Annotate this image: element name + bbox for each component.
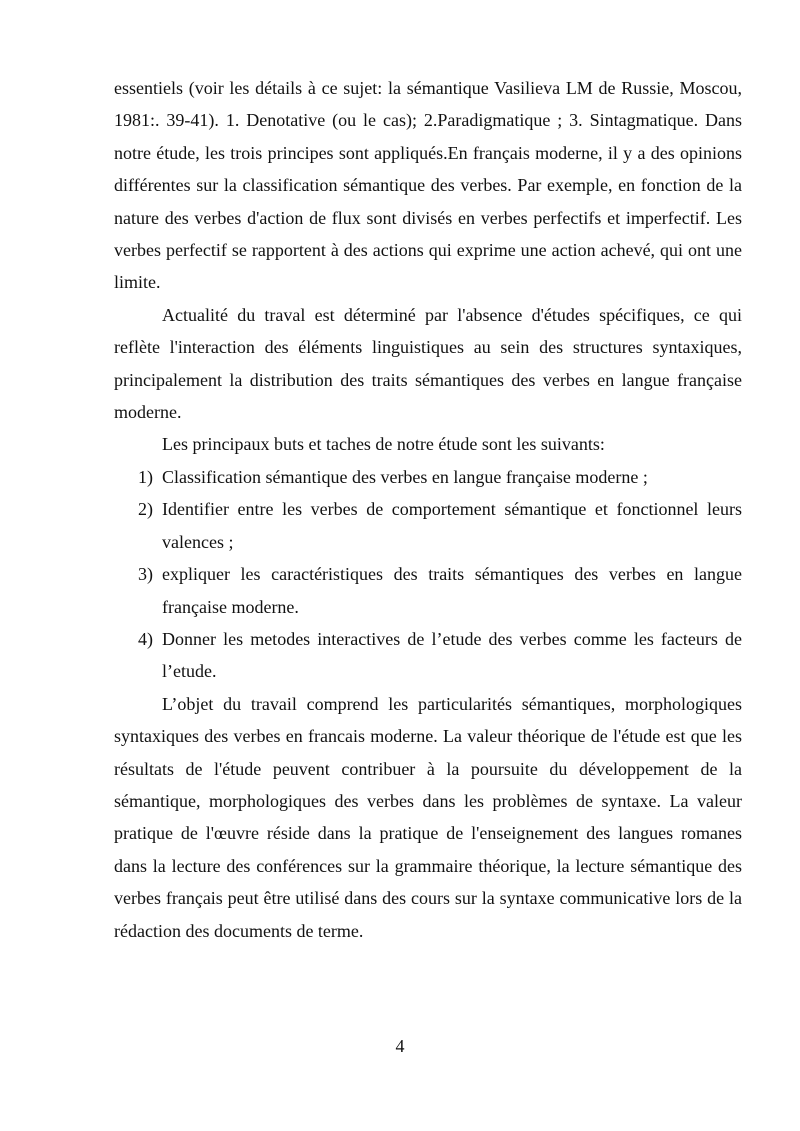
paragraph-object: L’objet du travail comprend les particularités sémantiques, morphologiques syntaxiques des verbes en francais moderne. La valeur théorique de l'étude est que les résultats de l'étude peuvent contribuer à la poursuite du développement de la sémantique, morphologiques des verbes dans les problèmes de syntaxe. La valeur pratique de l'œuvre réside dans la pratique de l'enseignement des langues romanes dans la lecture des conférences sur la grammaire théorique, la lecture sémantique des verbes français peut être utilisé dans des cours sur la syntaxe communicative lors de la rédaction des documents de terme. <box>114 693 742 941</box>
list-item-number: 2) <box>138 499 153 520</box>
list-item <box>114 623 742 688</box>
list-item <box>114 461 742 493</box>
list-item-text: Identifier entre les verbes de comportement sémantique et fonctionnel leurs valences ; <box>162 499 742 552</box>
goals-list <box>114 461 742 688</box>
list-item-number: 4) <box>138 628 153 649</box>
list-item <box>114 558 742 623</box>
list-item-number: 3) <box>138 564 153 585</box>
list-item-text: Classification sémantique des verbes en langue française moderne ; <box>162 466 648 487</box>
page-number: 4 <box>395 1036 405 1056</box>
paragraph-methods: essentiels (voir les détails à ce sujet: la sémantique Vasilieva LM de Russie, Moscou, 1981:. 39-41). 1. Denotative (ou le cas); 2.Paradigmatique ; 3. Sintagmatique. Dans notre étude, les trois principes sont appliqués.En français moderne, il y a des opinions différentes sur la classification sémantique des verbes. Par exemple, en fonction de la nature des verbes d'action de flux sont divisés en verbes perfectifs et imperfectif. Les verbes perfectif se rapportent à des actions qui exprime une action achevé, qui ont une limite. <box>114 78 742 293</box>
list-item <box>114 493 742 558</box>
list-item-number: 1) <box>138 466 153 487</box>
paragraph-actuality: Actualité du traval est déterminé par l'absence d'études spécifiques, ce qui reflète l'interaction des éléments linguistiques au sein des structures syntaxiques, principalement la distribution des traits sémantiques des verbes en langue française moderne. <box>114 304 742 423</box>
document-page <box>114 72 742 947</box>
list-item-text: Donner les metodes interactives de l’etude des verbes comme les facteurs de l’etude. <box>162 628 742 682</box>
paragraph-goals-intro: Les principaux buts et taches de notre étude sont les suivants: <box>162 434 605 455</box>
list-item-text: expliquer les caractéristiques des traits sémantiques des verbes en langue française moderne. <box>162 564 742 617</box>
